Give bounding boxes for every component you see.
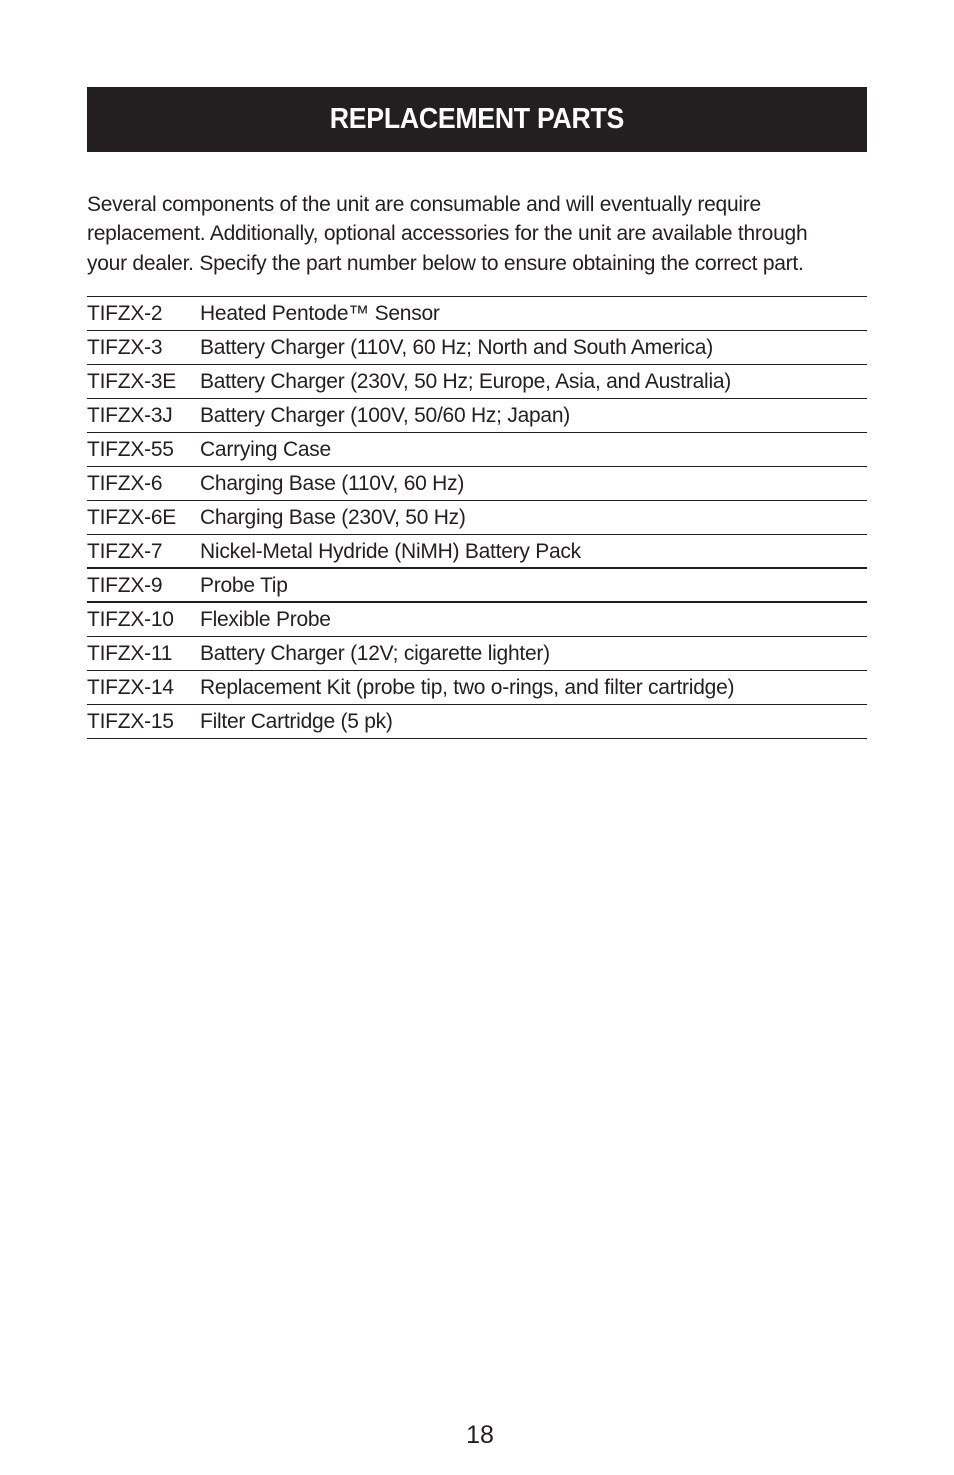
intro-line: Several components of the unit are consumable and will eventually require	[87, 193, 761, 216]
part-number: TIFZX-9	[87, 573, 163, 597]
table-row	[87, 365, 867, 399]
part-number: TIFZX-3E	[87, 370, 177, 393]
part-description: Heated Pentode™ Sensor	[200, 302, 440, 325]
part-description: Nickel-Metal Hydride (NiMH) Battery Pack	[200, 539, 581, 563]
part-description: Filter Cartridge (5 pk)	[200, 710, 393, 733]
part-number: TIFZX-15	[87, 710, 174, 733]
part-number: TIFZX-14	[87, 676, 174, 699]
table-row	[87, 297, 867, 331]
part-number: TIFZX-3	[87, 336, 163, 359]
table-row	[87, 569, 867, 603]
table-row	[87, 433, 867, 467]
part-description: Charging Base (110V, 60 Hz)	[200, 472, 465, 495]
part-number: TIFZX-11	[87, 642, 173, 665]
table-row	[87, 331, 867, 365]
parts-table	[87, 296, 867, 739]
part-number: TIFZX-10	[87, 608, 174, 631]
part-number: TIFZX-6	[87, 472, 163, 495]
table-row	[87, 467, 867, 501]
part-description: Battery Charger (100V, 50/60 Hz; Japan)	[200, 404, 571, 427]
intro-line: replacement. Additionally, optional accessories for the unit are available through	[87, 222, 808, 246]
table-row	[87, 603, 867, 637]
part-description: Battery Charger (230V, 50 Hz; Europe, Asia, and Australia)	[200, 370, 732, 393]
intro-line: your dealer. Specify the part number below to ensure obtaining the correct part.	[87, 251, 804, 275]
part-number: TIFZX-3J	[87, 404, 173, 427]
part-number: TIFZX-2	[87, 302, 163, 325]
page-title: REPLACEMENT PARTS	[329, 103, 625, 135]
part-number: TIFZX-7	[87, 539, 163, 563]
page-number: 18	[466, 1421, 494, 1449]
part-number: TIFZX-6E	[87, 506, 177, 529]
section-header-bar	[87, 87, 867, 152]
part-description: Replacement Kit (probe tip, two o-rings, and filter cartridge)	[200, 676, 735, 699]
table-row	[87, 705, 867, 739]
table-row	[87, 535, 867, 569]
intro-paragraph	[87, 190, 877, 278]
table-row	[87, 671, 867, 705]
table-row	[87, 501, 867, 535]
part-description: Carrying Case	[200, 438, 331, 461]
part-description: Battery Charger (12V; cigarette lighter)	[200, 642, 550, 665]
table-row	[87, 399, 867, 433]
part-description: Flexible Probe	[200, 608, 331, 631]
part-description: Charging Base (230V, 50 Hz)	[200, 506, 466, 529]
part-number: TIFZX-55	[87, 438, 174, 461]
part-description: Probe Tip	[200, 573, 288, 597]
part-description: Battery Charger (110V, 60 Hz; North and South America)	[200, 336, 713, 359]
table-row	[87, 637, 867, 671]
